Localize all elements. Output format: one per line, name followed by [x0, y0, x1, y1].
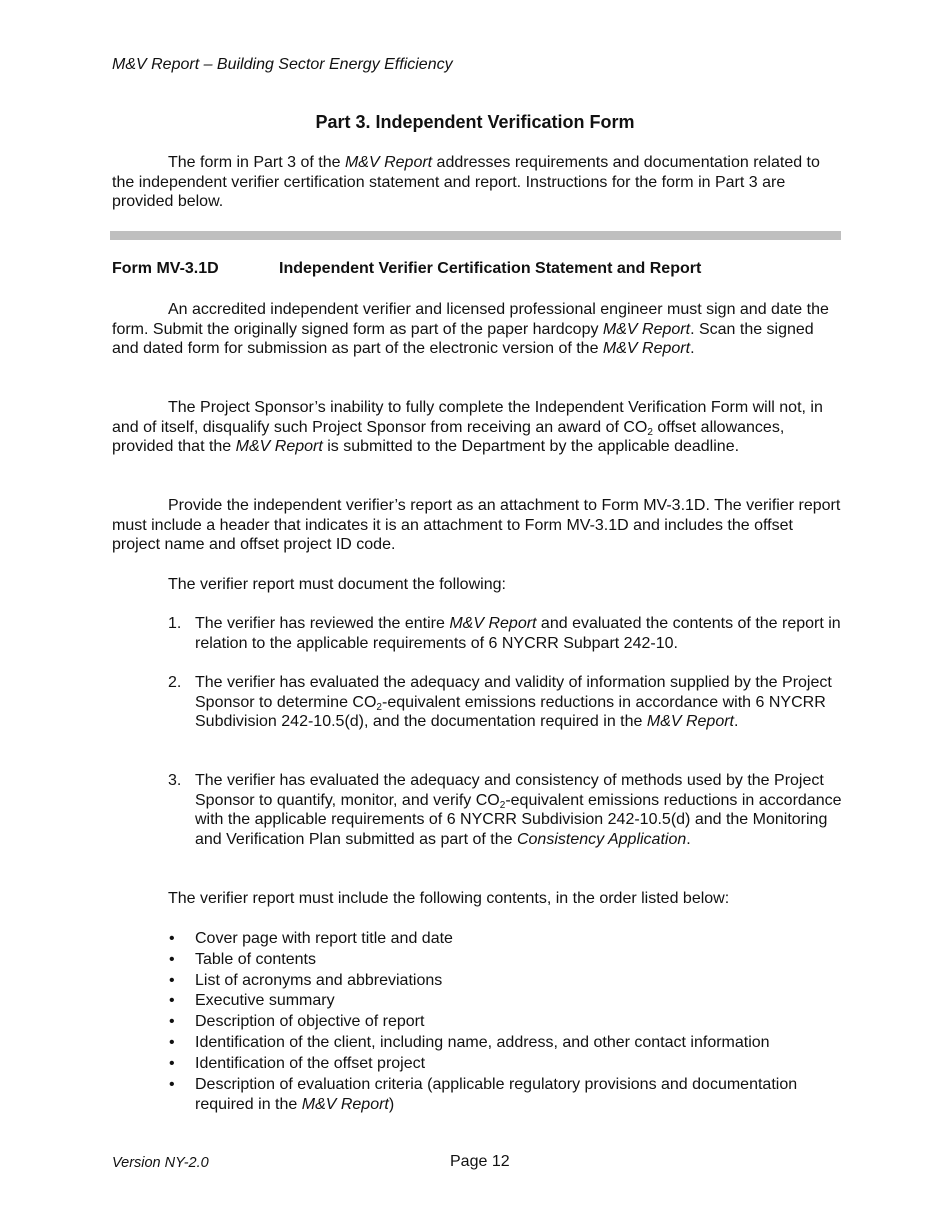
item-text: The verifier has reviewed the entire M&V Report and evaluated the contents of the report in relation to the applicable requirements of 6 NYCRR Subpart 242-10.	[195, 615, 841, 652]
bullet-icon: •	[169, 1033, 175, 1051]
sponsor-inability-paragraph: The Project Sponsor’s inability to fully complete the Independent Verification Form will not, in and of itself, disqualify such Project Sponsor from receiving an award of $CO_2$ offset allowances, provided that the M&V Report is submitted to the Department by the applicable deadline.	[112, 399, 823, 456]
list-item: • Cover page with report title and date	[168, 929, 848, 950]
intro-paragraph: The form in Part 3 of the M&V Report addresses requirements and documentation related to the independent verifier certification statement and report. Instructions for the form in Part 3 are provided below.	[112, 154, 820, 211]
bullet-icon: •	[169, 1013, 175, 1031]
contents-bullet-list	[168, 929, 848, 1116]
section-divider	[110, 231, 841, 240]
form-heading	[112, 260, 701, 278]
bullet-icon: •	[169, 950, 175, 968]
numbered-item	[168, 614, 848, 653]
numbered-item	[168, 673, 848, 732]
item-number: 3.	[168, 772, 182, 789]
item-text: The verifier has evaluated the adequacy and validity of information supplied by the Project Sponsor to determine $CO_2$-equivalent emissions reductions in accordance with 6 NYCRR Subdivision 242-10.5(d), and the documentation required in the M&V Report.	[195, 674, 832, 731]
item-text: The verifier has evaluated the adequacy and consistency of methods used by the Project Sponsor to quantify, monitor, and verify $CO_2$-equivalent emissions reductions in accordance with the applicable requirements of 6 NYCRR Subdivision 242-10.5(d) and the Monitoring and Verification Plan submitted as part of the Consistency Application.	[195, 772, 842, 848]
version-label: Version NY-2.0	[112, 1155, 209, 1171]
list-item: • Identification of the offset project	[168, 1054, 848, 1075]
item-number: 2.	[168, 674, 182, 691]
form-code: Form MV-3.1D	[112, 260, 219, 277]
form-title: Independent Verifier Certification Statement and Report	[279, 260, 702, 277]
list-item: • Description of evaluation criteria (applicable regulatory provisions and documentation required in the M&V Report)	[169, 1075, 798, 1114]
list-item: • Table of contents	[168, 950, 848, 971]
verifier-report-attachment-paragraph: Provide the independent verifier’s report as an attachment to Form MV-3.1D. The verifier report must include a header that indicates it is an attachment to Form MV-3.1D and includes the offset project name and offset project ID code.	[112, 497, 841, 554]
document-requirements-intro: The verifier report must document the following:	[168, 576, 506, 593]
page-number: Page 12	[450, 1153, 510, 1170]
page-title: Part 3. Independent Verification Form	[315, 112, 635, 132]
bullet-icon: •	[169, 992, 175, 1010]
bullet-icon: •	[169, 930, 175, 947]
bullet-icon: •	[169, 1054, 175, 1072]
item-number: 1.	[168, 615, 182, 632]
running-header: M&V Report – Building Sector Energy Efficiency	[112, 56, 453, 73]
signature-instructions-paragraph: An accredited independent verifier and licensed professional engineer must sign and date the form. Submit the originally signed form as part of the paper hardcopy M&V Report. Scan the signed and dated form for submission as part of the electronic version of the M&V Report.	[112, 301, 829, 358]
list-item: • Description of objective of report	[168, 1012, 848, 1033]
list-item: • Identification of the client, including name, address, and other contact information	[168, 1033, 848, 1054]
list-item: • Executive summary	[168, 991, 848, 1012]
bullet-icon: •	[169, 1075, 175, 1093]
contents-requirements-intro: The verifier report must include the following contents, in the order listed below:	[168, 890, 730, 907]
bullet-icon: •	[169, 971, 175, 989]
list-item: • List of acronyms and abbreviations	[168, 971, 848, 992]
numbered-item	[168, 771, 848, 849]
